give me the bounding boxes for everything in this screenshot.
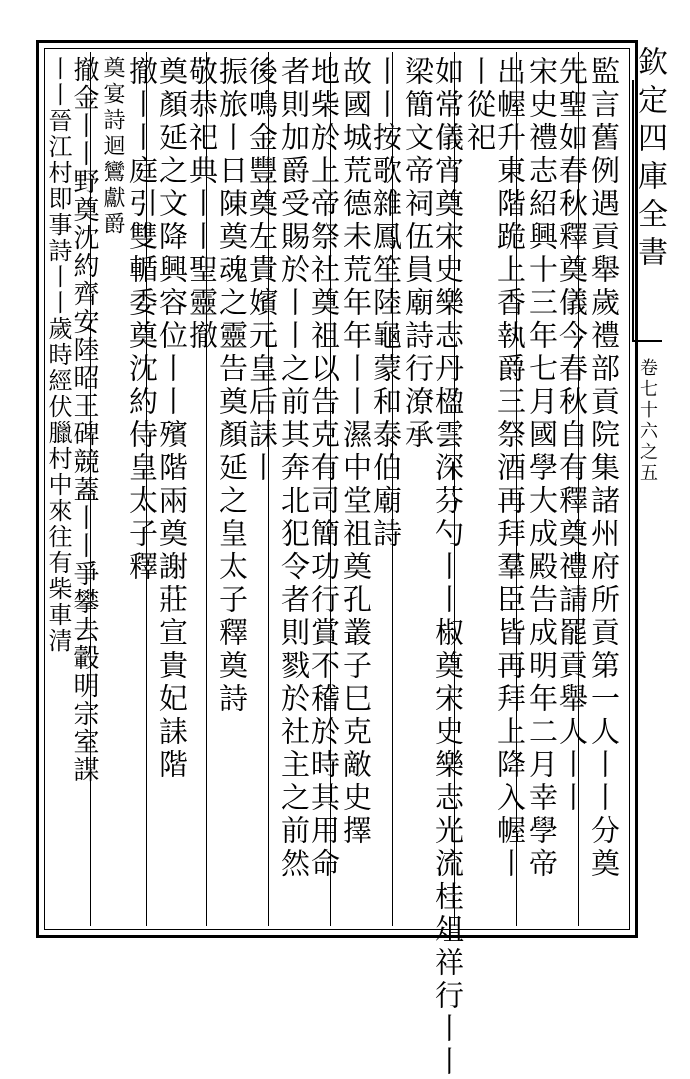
text-column: 丨丨按歌雜鳳笙陸龜蒙和泰伯廟詩 bbox=[369, 56, 403, 551]
fishtail-mark bbox=[632, 340, 662, 342]
text-column: 丨丨晉江村即事詩丨丨歲時經伏臘村中來往有柴車清 bbox=[44, 56, 72, 654]
text-column: 出幄升東階跪上香執爵三祭酒再拜羣臣皆再拜上降入幄丨 bbox=[493, 56, 527, 881]
text-column: 撤丨丨庭引雙輴委奠沈約侍皇太子釋 bbox=[125, 56, 159, 584]
volume-number: 卷七十六之五 bbox=[637, 358, 658, 484]
page-margin bbox=[632, 40, 667, 938]
text-column: 先聖如春秋釋奠儀今春秋自有釋奠禮請罷貢舉人丨丨 bbox=[555, 56, 589, 815]
text-column: 奠宴詩迴鸞獻爵 bbox=[100, 56, 125, 238]
text-column: 宋史禮志紹興十三年七月國學大成殿告成明年二月幸學帝 bbox=[525, 56, 559, 881]
text-column: 撤金丨丨野奠沈約齊安陸昭王碑競蓋丨丨爭攀去轂明宗室謀 bbox=[69, 56, 99, 784]
text-column: 如常儀宵奠宋史樂志丹楹雲深芬勺丨丨椒奠宋史樂志光流桂俎祥行丨丨 bbox=[431, 56, 465, 1079]
text-column: 地柴於上帝祭社奠祖以告克有司簡功行賞不稽於時其用命 bbox=[307, 56, 341, 881]
text-column: 監言舊例遇貢舉歲禮部貢院集諸州府所貢第一人丨丨分奠 bbox=[587, 56, 621, 881]
text-column: 者則加爵受賜於丨丨之前其奔北犯令者則戮於社主之前然 bbox=[277, 56, 311, 881]
text-column: 丨從祀 bbox=[463, 56, 497, 155]
text-column: 振旅丨日陳奠魂之靈告奠顏延之皇太子釋奠詩 bbox=[215, 56, 249, 716]
text-column: 梁簡文帝祠伍員廟詩行潦承 bbox=[401, 56, 435, 452]
text-column: 奠顏延之文降興容位丨丨殯階兩奠謝莊宣貴妃誄階 bbox=[155, 56, 189, 782]
text-column: 後鳴金豐奠左貴嬪元皇后誄丨 bbox=[245, 56, 279, 485]
book-title: 欽定四庫全書 bbox=[632, 46, 667, 274]
text-column: 敬恭祀典丨丨聖靈撤 bbox=[185, 56, 219, 353]
text-column: 故國城荒德未荒年年丨丨濕中堂祖奠孔叢子巳克敵史擇 bbox=[339, 56, 373, 848]
